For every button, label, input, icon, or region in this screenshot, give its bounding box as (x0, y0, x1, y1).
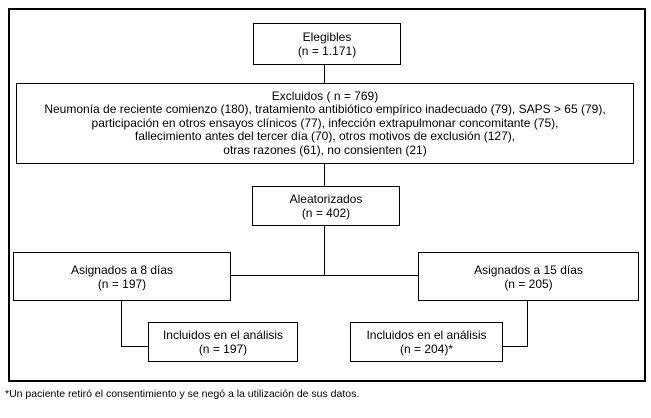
node-incluidos-analisis-15 (350, 322, 503, 362)
connector-split-horizontal (231, 275, 419, 276)
node-aleatorizados-count: (n = 402) (301, 206, 351, 220)
node-excluidos-title: Excluidos ( n = 769) (271, 88, 379, 103)
diagram-footnote: *Un paciente retiró el consentimiento y se negó a la utilización de sus datos. (5, 388, 360, 400)
node-excluidos-reason-line-3: fallecimiento antes del tercer día (70), otros motivos de exclusión (127), (134, 129, 516, 144)
node-aleatorizados (252, 186, 400, 226)
node-excluidos (16, 83, 634, 164)
node-elegibles-count: (n = 1.171) (297, 44, 357, 58)
connector-excluidos-to-aleatorizados (324, 163, 325, 187)
node-aleatorizados-title: Aleatorizados (289, 192, 363, 206)
node-asignados-15-title: Asignados a 15 días (474, 262, 583, 277)
node-asignados-15-dias (418, 252, 639, 301)
connector-aleatorizados-to-split (324, 226, 325, 276)
node-incluidos-8-count: (n = 197) (198, 342, 248, 356)
connector-to-incluidos8 (121, 346, 149, 347)
connector-asignados15-down (527, 300, 528, 347)
node-asignados-15-count: (n = 205) (504, 276, 553, 291)
connector-asignados8-down (121, 300, 122, 347)
node-asignados-8-dias (13, 252, 231, 301)
node-excluidos-reason-line-1: Neumonía de reciente comienzo (180), tratamiento antibiótico empírico inadecuado (79), SAPS > 65 (79), (44, 102, 606, 117)
connector-elegibles-to-excluidos (324, 64, 325, 84)
node-incluidos-15-count: (n = 204)* (399, 342, 454, 356)
node-incluidos-15-title: Incluidos en el análisis (366, 328, 487, 342)
node-incluidos-analisis-8 (148, 322, 298, 362)
node-excluidos-reason-line-4: otras razones (61), no consienten (21) (223, 142, 427, 157)
node-asignados-8-title: Asignados a 8 días (70, 262, 174, 277)
node-elegibles (253, 23, 401, 65)
connector-to-incluidos15 (502, 346, 528, 347)
node-asignados-8-count: (n = 197) (97, 276, 147, 291)
node-excluidos-reason-line-2: participación en otros ensayos clínicos (77), infección extrapulmonar concomitante (75), (91, 115, 559, 130)
node-incluidos-8-title: Incluidos en el análisis (162, 328, 284, 342)
node-elegibles-title: Elegibles (302, 30, 352, 44)
